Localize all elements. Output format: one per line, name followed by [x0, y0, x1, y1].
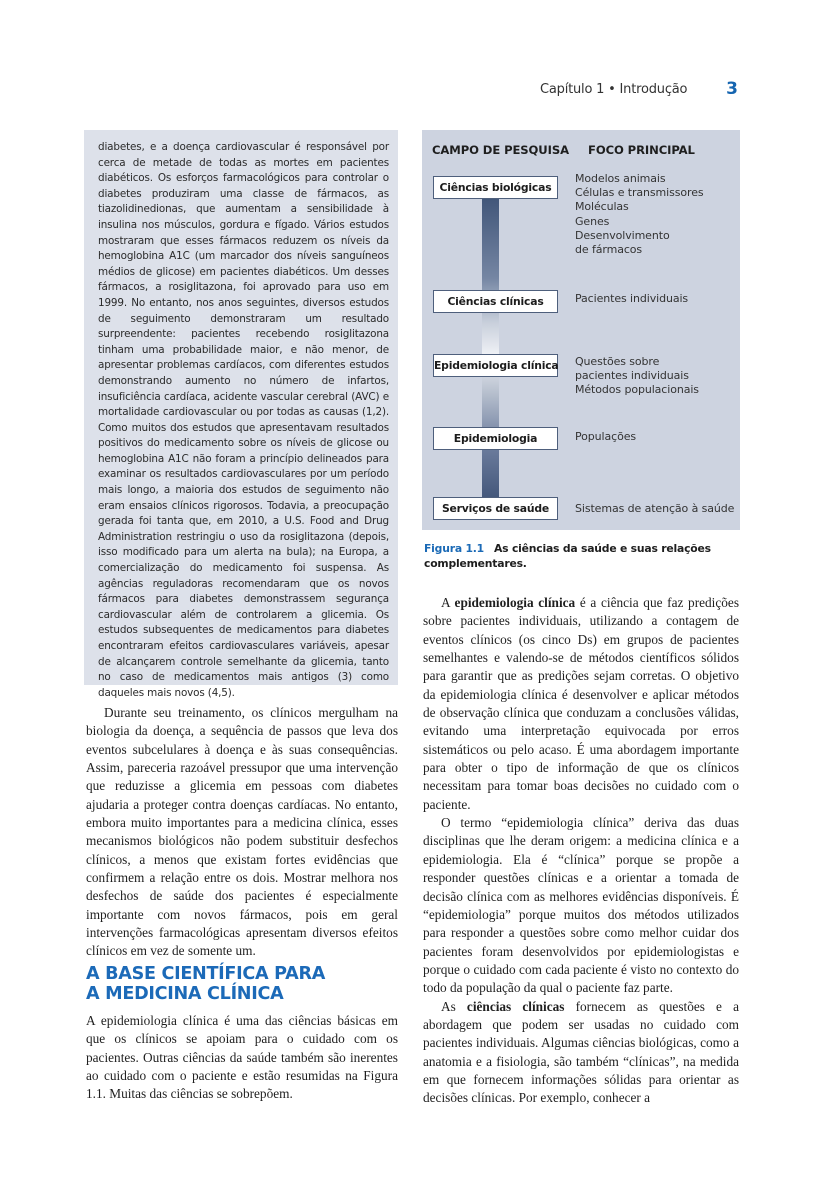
- figure-node-health-services: Serviços de saúde: [433, 497, 558, 520]
- left-column-text-2: [86, 1012, 398, 1104]
- figure-connector-bar: [482, 190, 499, 505]
- chapter-label: Capítulo 1 • Introdução: [540, 82, 688, 97]
- focus-line: Desenvolvimento: [575, 228, 670, 242]
- left-column-text: [86, 704, 398, 961]
- figure-caption: [424, 541, 744, 571]
- page-number: 3: [726, 79, 738, 99]
- paragraph: A epidemiologia clínica é uma das ciências básicas em que os clínicos se apoiam para o cuidado com os pacientes. Outras ciências da saúde também são inerentes ao cuidado com o paciente e estão resumidas na Figura 1.1. Muitas das ciências se sobrepõem.: [86, 1013, 398, 1102]
- section-heading-line: A MEDICINA CLÍNICA: [86, 984, 284, 1004]
- focus-line: de fármacos: [575, 243, 643, 257]
- figure-focus-clinical-epidemiology: [575, 355, 699, 398]
- keyword-clinical-sciences: ciências clínicas: [466, 998, 565, 1014]
- figure-column-title-focus: FOCO PRINCIPAL: [588, 143, 695, 157]
- figure-focus-health-services: [575, 502, 734, 516]
- focus-line: Moléculas: [575, 200, 629, 214]
- figure-focus-biological-sciences: [575, 172, 704, 257]
- paragraph: [423, 998, 739, 1108]
- figure-node-epidemiology: Epidemiologia: [433, 427, 558, 450]
- figure-node-biological-sciences: Ciências biológicas: [433, 176, 558, 199]
- focus-line: Genes: [575, 214, 610, 228]
- focus-line: Métodos populacionais: [575, 383, 699, 397]
- sidebar-box: [84, 130, 398, 699]
- figure-node-clinical-sciences: Ciências clínicas: [433, 290, 558, 313]
- right-column-text: [423, 594, 739, 1108]
- focus-line: Populações: [575, 430, 636, 443]
- focus-line: Sistemas de atenção à saúde: [575, 502, 735, 515]
- figure-1-1: [422, 130, 740, 530]
- sidebar-text: diabetes, e a doença cardiovascular é responsável por cerca de metade de todas as mortes em pacientes diabéticos. Os esforços farmacológicos para controlar o diabetes produziram uma classe de fármacos, as tiazolidinedionas, que aumentam a sensibilidade à insulina nos músculos, gordura e fígado. Vários estudos mostraram que esses fármacos reduzem os níveis da hemoglobina A1C (um marcador dos níveis sanguíneos médios de glicose) em pacientes diabéticos. Um desses fármacos, a rosiglitazona, foi aprovado para uso em 1999. No entanto, nos anos seguintes, diversos estudos de seguimento demonstraram um resultado surpreendente: pacientes recebendo rosiglitazona tinham uma probabilidade maior, e não menor, de apresentar problemas cardíacos, com diferentes estudos demonstrando aumento no número de infartos, insuficiência cardíaca, acidente vascular cerebral (AVC) e mortalidade cardiovascular ou por todas as causas (1,2). Como muitos dos estudos que apresentavam resultados positivos do medicamento sobre os níveis de glicose ou hemoglobina A1C não foram a princípio delineados para examinar os resultados cardiovasculares por um período mais longo, a maioria dos estudos de seguimento não eram ensaios clínicos rigorosos. Todavia, a preocupação gerada foi tanta que, em 2010, a U.S. Food and Drug Administration restringiu o uso da rosiglitazona (depois, isso modificado para um alerta na bula); na Europa, a comercialização do medicamento foi suspensa. As agências reguladoras recomendaram que os novos fármacos para diabetes demonstrassem segurança cardiovascular além de controlarem a glicemia. Os estudos subsequentes de medicamentos para diabetes encontraram efeitos cardiovasculares variáveis, apesar de alcançarem controle semelhante da glicemia, tanto no caso de medicamentos mais antigos (3) como daqueles mais novos (4,5).: [98, 141, 389, 699]
- focus-line: Questões sobre: [575, 355, 660, 368]
- text-run: A: [441, 595, 455, 610]
- figure-node-clinical-epidemiology: Epidemiologia clínica: [433, 354, 558, 377]
- focus-line: Modelos animais: [575, 172, 666, 185]
- figure-focus-epidemiology: [575, 430, 636, 444]
- text-run: fornecem as questões e a abordagem que podem ser usadas no cuidado com pacientes individuais. Algumas ciências biológicas, como a anatomia e a fisiologia, são também “clínicas”, na medida em que fornecem informações sólidas para orientar as decisões clínicas. Por exemplo, conhecer a: [423, 998, 739, 1106]
- paragraph: O termo “epidemiologia clínica” deriva das duas disciplinas que lhe deram origem: a medicina clínica e a epidemiologia. Ela é “clínica” porque se propõe a responder questões clínicas e a orientar a tomada de decisão clínica com as melhores evidências disponíveis. É “epidemiologia” porque muitos dos métodos utilizados para responder a questões sobre como melhor cuidar dos pacientes foram desenvolvidos por epidemiologistas e porque o cuidado com cada paciente é visto no contexto do todo da população da qual o paciente faz parte.: [423, 815, 739, 996]
- figure-caption-text: As ciências da saúde e suas relações complementares.: [424, 542, 711, 570]
- figure-caption-label: Figura 1.1: [424, 542, 484, 555]
- running-header: [540, 80, 740, 102]
- focus-line: Células e transmissores: [575, 186, 704, 200]
- figure-focus-clinical-sciences: [575, 292, 688, 306]
- paragraph: Durante seu treinamento, os clínicos mergulham na biologia da doença, a sequência de passos que leva dos eventos subcelulares à doença e às suas consequências. Assim, pareceria razoável pressupor que uma intervenção que reduzisse a glicemia em pessoas com diabetes ajudaria a proteger contra doenças cardíacas. No entanto, embora muito importantes para a medicina clínica, esses mecanismos biológicos não podem substituir desfechos clínicos, a menos que existam fortes evidências que confirmem a relação entre os dois. Mostrar melhora nos desfechos de saúde dos pacientes é especialmente importante com novos fármacos, pois em geral intervenções farmacológicas apresentam diversos efeitos clínicos em vez de somente um.: [86, 705, 398, 959]
- focus-line: pacientes individuais: [575, 369, 689, 383]
- keyword-clinical-epidemiology: epidemiologia clínica: [454, 595, 576, 610]
- section-heading: [86, 964, 398, 1004]
- text-run: é a ciência que faz predições sobre pacientes individuais, utilizando a contagem de eventos clínicos (os cinco Ds) em grupos de pacientes semelhantes e valendo-se de métodos científicos sólidos para garantir que as predições sejam corretas. O objetivo da epidemiologia clínica é desenvolver e aplicar métodos de observação clínica que conduzam a conclusões válidas, evitando uma interpretação equivocada por erros sistemáticos ou pelo acaso. É uma abordagem importante para obter o tipo de informação de que os clínicos necessitam para tomar boas decisões no cuidado com o paciente.: [423, 595, 739, 812]
- figure-column-title-field: CAMPO DE PESQUISA: [432, 143, 569, 157]
- section-heading-line: A BASE CIENTÍFICA PARA: [86, 964, 326, 984]
- text-run: As: [441, 998, 467, 1014]
- focus-line: Pacientes individuais: [575, 292, 689, 305]
- paragraph: [423, 594, 739, 814]
